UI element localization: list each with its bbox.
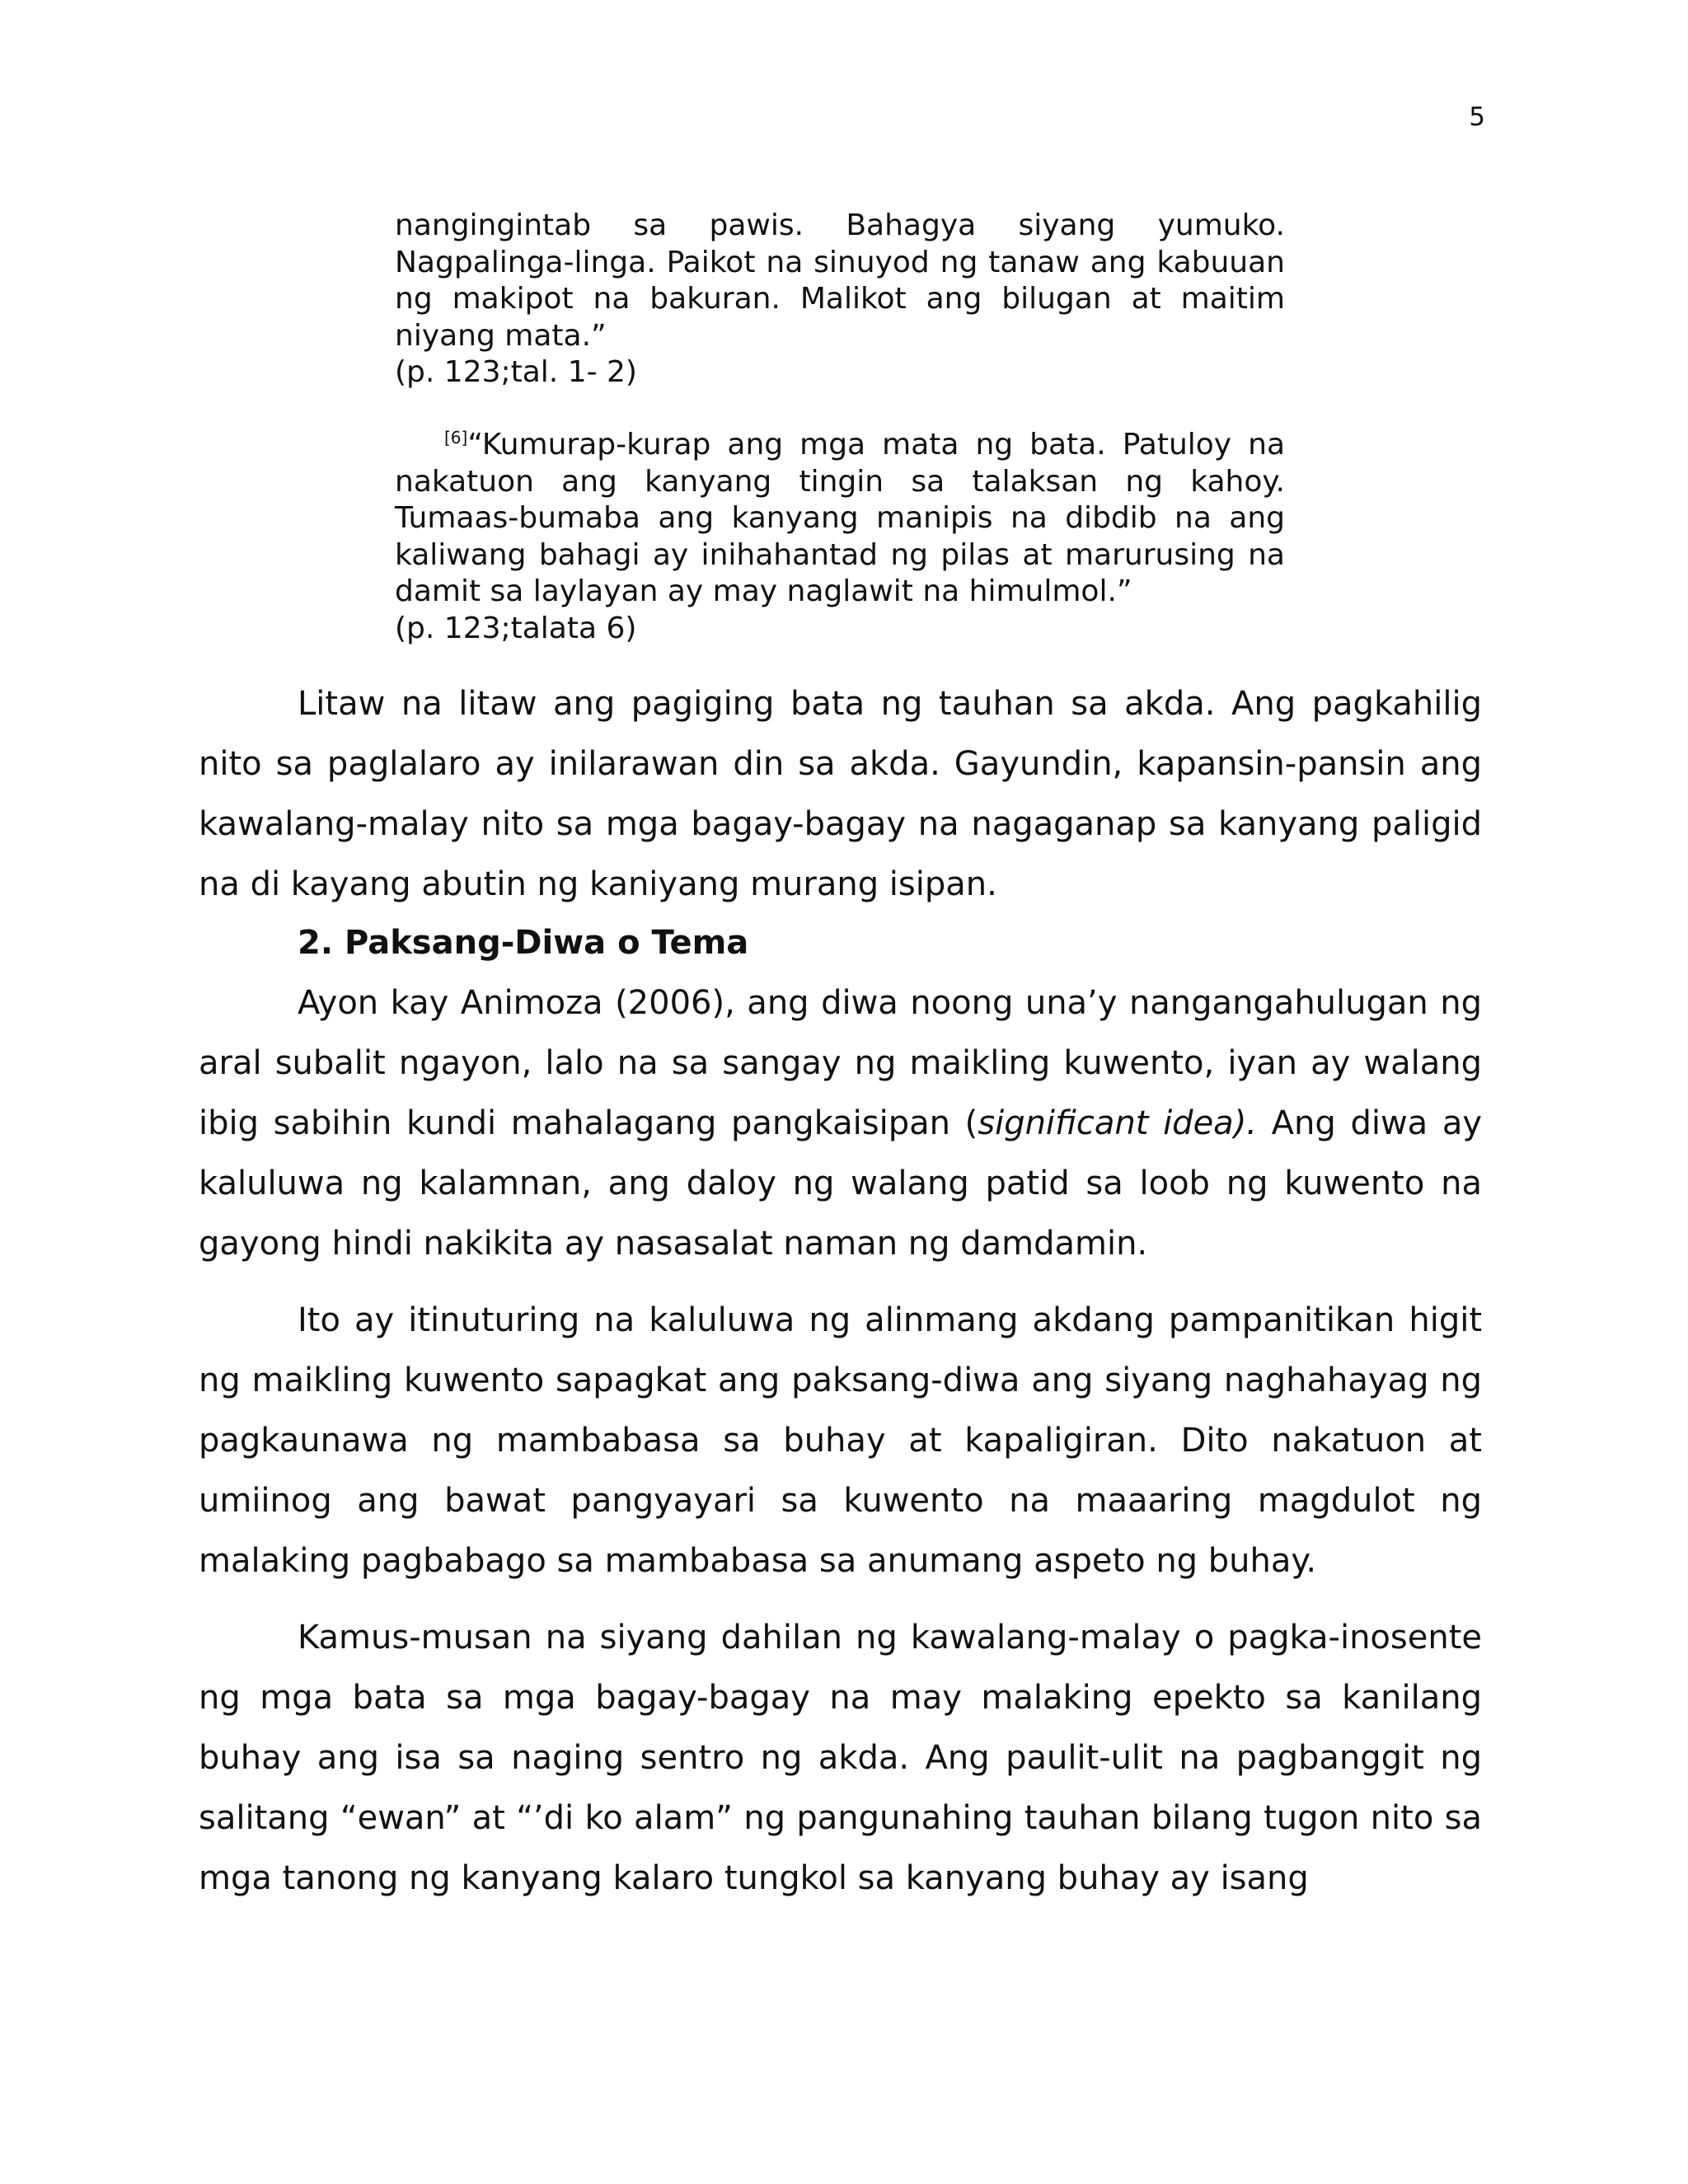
block-quote <box>395 427 1285 647</box>
paragraph-text: Ayon kay Animoza (2006), ang diwa noong una’y nangangahulugan ng aral subalit ngayon, lalo na sa sangay ng maikling kuwento, iyan ay walang ibig sabihin kundi mahalagang pangkaisipan ( <box>199 984 1482 1142</box>
block-quote-text: nangingintab sa pawis. Bahagya siyang yumuko. Nagpalinga-linga. Paikot na sinuyod ng tanaw ang kabuuan ng makipot na bakuran. Malikot ang bilugan at maitim niyang mata.” <box>395 209 1285 353</box>
section-heading: 2. Paksang-Diwa o Tema <box>298 924 749 962</box>
body-paragraph <box>199 973 1482 1274</box>
block-quote-text <box>395 427 1285 611</box>
body-paragraph: Litaw na litaw ang pagiging bata ng tauhan sa akda. Ang pagkahilig nito sa paglalaro ay inilarawan din sa akda. Gayundin, kapansin-pansin ang kawalang-malay nito sa mga bagay-bagay na nagaganap sa kanyang paligid na di kayang abutin ng kaniyang murang isipan. <box>199 685 1482 903</box>
block-quote <box>395 208 1285 391</box>
italic-term: significant idea). <box>978 1104 1258 1142</box>
paragraph-text: Ang diwa ay kaluluwa ng kalamnan, ang daloy ng walang patid sa loob ng kuwento na gayong hindi nakikita ay nasasalat naman ng damdamin. <box>199 1104 1483 1263</box>
page-number: 5 <box>1469 102 1485 132</box>
body-paragraph: Ito ay itinuturing na kaluluwa ng alinmang akdang pampanitikan higit ng maikling kuwento sapagkat ang paksang-diwa ang siyang naghahayag ng pagkaunawa ng mambabasa sa buhay at kapaligiran. Dito nakatuon at umiinog ang bawat pangyayari sa kuwento na maaaring magdulot ng malaking pagbabago sa mambabasa sa anumang aspeto ng buhay. <box>199 1301 1482 1580</box>
body-paragraph: Kamus-musan na siyang dahilan ng kawalang-malay o pagka-inosente ng mga bata sa mga bagay-bagay na may malaking epekto sa kanilang buhay ang isa sa naging sentro ng akda. Ang paulit-ulit na pagbanggit ng salitang “ewan” at “’di ko alam” ng pangunahing tauhan bilang tugon nito sa mga tanong ng kanyang kalaro tungkol sa kanyang buhay ay isang <box>199 1619 1482 1897</box>
footnote-marker: [6] <box>444 428 468 448</box>
block-quote-citation: (p. 123;talata 6) <box>395 611 637 645</box>
block-quote-body: “Kumurap-kurap ang mga mata ng bata. Patuloy na nakatuon ang kanyang tingin sa talaksan ng kahoy. Tumaas-bumaba ang kanyang manipis na dibdib na ang kaliwang bahagi ay inihahantad ng pilas at marurusing na damit sa laylayan ay may naglawit na himulmol.” <box>395 428 1285 608</box>
block-quote-citation: (p. 123;tal. 1- 2) <box>395 355 637 389</box>
